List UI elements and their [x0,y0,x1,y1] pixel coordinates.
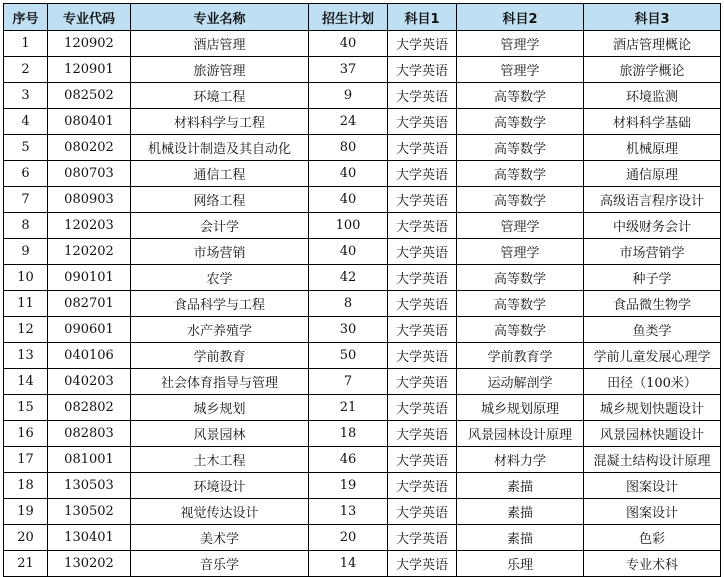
cell-subject-3: 酒店管理概论 [584,31,721,57]
cell-major-code: 090601 [48,317,131,343]
table-body [4,31,721,577]
cell-major-name: 机械设计制造及其自动化 [131,135,309,161]
cell-index: 20 [4,525,48,551]
cell-subject-1: 大学英语 [388,343,457,369]
cell-index: 7 [4,187,48,213]
cell-index: 18 [4,473,48,499]
table-row [4,473,721,499]
cell-major-name: 美术学 [131,525,309,551]
cell-major-name: 旅游管理 [131,57,309,83]
table-row [4,57,721,83]
cell-enrollment-plan: 14 [309,551,388,577]
cell-enrollment-plan: 18 [309,421,388,447]
cell-subject-3: 田径（100米） [584,369,721,395]
cell-subject-2: 管理学 [457,31,584,57]
cell-subject-1: 大学英语 [388,369,457,395]
cell-subject-1: 大学英语 [388,473,457,499]
cell-index: 1 [4,31,48,57]
enrollment-table [3,3,721,577]
cell-index: 21 [4,551,48,577]
header-enrollment-plan: 招生计划 [309,4,388,31]
cell-subject-1: 大学英语 [388,525,457,551]
cell-subject-1: 大学英语 [388,499,457,525]
cell-subject-2: 城乡规划原理 [457,395,584,421]
cell-subject-2: 高等数学 [457,187,584,213]
cell-index: 6 [4,161,48,187]
cell-major-name: 食品科学与工程 [131,291,309,317]
cell-major-name: 网络工程 [131,187,309,213]
cell-major-name: 环境设计 [131,473,309,499]
table-row [4,395,721,421]
cell-subject-3: 图案设计 [584,499,721,525]
cell-enrollment-plan: 9 [309,83,388,109]
cell-major-code: 120203 [48,213,131,239]
cell-major-name: 环境工程 [131,83,309,109]
table-row [4,109,721,135]
cell-subject-2: 材料力学 [457,447,584,473]
cell-enrollment-plan: 13 [309,499,388,525]
cell-index: 13 [4,343,48,369]
cell-subject-2: 管理学 [457,57,584,83]
cell-subject-3: 城乡规划快题设计 [584,395,721,421]
table-row [4,265,721,291]
cell-enrollment-plan: 19 [309,473,388,499]
cell-subject-3: 环境监测 [584,83,721,109]
table-row [4,317,721,343]
cell-subject-1: 大学英语 [388,395,457,421]
cell-enrollment-plan: 46 [309,447,388,473]
cell-major-code: 080703 [48,161,131,187]
cell-major-code: 120202 [48,239,131,265]
cell-subject-3: 图案设计 [584,473,721,499]
cell-subject-2: 高等数学 [457,161,584,187]
cell-major-code: 120901 [48,57,131,83]
cell-subject-2: 乐理 [457,551,584,577]
cell-index: 3 [4,83,48,109]
cell-subject-1: 大学英语 [388,135,457,161]
cell-subject-3: 材料科学基础 [584,109,721,135]
cell-enrollment-plan: 40 [309,161,388,187]
cell-index: 14 [4,369,48,395]
cell-enrollment-plan: 37 [309,57,388,83]
cell-major-name: 会计学 [131,213,309,239]
cell-major-code: 040106 [48,343,131,369]
cell-subject-3: 旅游学概论 [584,57,721,83]
table-header-row [4,4,721,31]
table-row [4,239,721,265]
cell-enrollment-plan: 40 [309,31,388,57]
cell-index: 16 [4,421,48,447]
table-row [4,369,721,395]
cell-subject-1: 大学英语 [388,57,457,83]
cell-major-code: 120902 [48,31,131,57]
header-subject-2: 科目2 [457,4,584,31]
table-row [4,213,721,239]
cell-subject-1: 大学英语 [388,109,457,135]
cell-index: 9 [4,239,48,265]
cell-index: 17 [4,447,48,473]
cell-subject-1: 大学英语 [388,421,457,447]
cell-subject-2: 高等数学 [457,291,584,317]
cell-subject-3: 混凝土结构设计原理 [584,447,721,473]
cell-index: 19 [4,499,48,525]
header-major-code: 专业代码 [48,4,131,31]
table-row [4,187,721,213]
cell-major-name: 市场营销 [131,239,309,265]
cell-enrollment-plan: 100 [309,213,388,239]
cell-subject-1: 大学英语 [388,213,457,239]
cell-subject-1: 大学英语 [388,291,457,317]
cell-enrollment-plan: 24 [309,109,388,135]
cell-subject-1: 大学英语 [388,31,457,57]
cell-major-code: 130401 [48,525,131,551]
cell-subject-2: 运动解剖学 [457,369,584,395]
cell-enrollment-plan: 7 [309,369,388,395]
cell-subject-1: 大学英语 [388,551,457,577]
cell-subject-1: 大学英语 [388,83,457,109]
cell-subject-1: 大学英语 [388,187,457,213]
cell-subject-2: 素描 [457,473,584,499]
cell-major-code: 130502 [48,499,131,525]
cell-major-name: 通信工程 [131,161,309,187]
cell-index: 4 [4,109,48,135]
cell-subject-3: 高级语言程序设计 [584,187,721,213]
cell-major-code: 082502 [48,83,131,109]
cell-subject-1: 大学英语 [388,447,457,473]
cell-index: 8 [4,213,48,239]
table-row [4,551,721,577]
cell-major-name: 土木工程 [131,447,309,473]
cell-enrollment-plan: 42 [309,265,388,291]
table-row [4,161,721,187]
header-subject-3: 科目3 [584,4,721,31]
table-row [4,291,721,317]
cell-subject-2: 高等数学 [457,83,584,109]
cell-subject-3: 通信原理 [584,161,721,187]
cell-major-name: 视觉传达设计 [131,499,309,525]
cell-enrollment-plan: 20 [309,525,388,551]
table-row [4,447,721,473]
cell-major-name: 农学 [131,265,309,291]
table-row [4,135,721,161]
cell-subject-2: 高等数学 [457,317,584,343]
cell-enrollment-plan: 50 [309,343,388,369]
cell-enrollment-plan: 30 [309,317,388,343]
cell-index: 11 [4,291,48,317]
cell-subject-3: 鱼类学 [584,317,721,343]
cell-major-code: 090101 [48,265,131,291]
cell-subject-2: 管理学 [457,213,584,239]
table-row [4,83,721,109]
cell-major-code: 130202 [48,551,131,577]
cell-major-name: 风景园林 [131,421,309,447]
header-index: 序号 [4,4,48,31]
cell-subject-2: 素描 [457,525,584,551]
cell-subject-2: 学前教育学 [457,343,584,369]
cell-index: 10 [4,265,48,291]
cell-major-name: 材料科学与工程 [131,109,309,135]
cell-enrollment-plan: 80 [309,135,388,161]
cell-enrollment-plan: 21 [309,395,388,421]
cell-major-name: 音乐学 [131,551,309,577]
cell-subject-2: 高等数学 [457,265,584,291]
cell-enrollment-plan: 40 [309,239,388,265]
cell-major-code: 080202 [48,135,131,161]
cell-enrollment-plan: 40 [309,187,388,213]
cell-subject-1: 大学英语 [388,161,457,187]
cell-subject-3: 学前儿童发展心理学 [584,343,721,369]
cell-major-name: 学前教育 [131,343,309,369]
cell-major-code: 080903 [48,187,131,213]
table-row [4,31,721,57]
cell-major-code: 082802 [48,395,131,421]
cell-enrollment-plan: 8 [309,291,388,317]
cell-major-code: 082701 [48,291,131,317]
cell-major-name: 城乡规划 [131,395,309,421]
cell-major-name: 水产养殖学 [131,317,309,343]
table-row [4,499,721,525]
header-subject-1: 科目1 [388,4,457,31]
cell-subject-3: 食品微生物学 [584,291,721,317]
cell-subject-3: 专业术科 [584,551,721,577]
cell-subject-1: 大学英语 [388,239,457,265]
table-row [4,343,721,369]
cell-major-name: 酒店管理 [131,31,309,57]
cell-major-code: 081001 [48,447,131,473]
cell-subject-3: 市场营销学 [584,239,721,265]
cell-subject-2: 管理学 [457,239,584,265]
cell-subject-3: 风景园林快题设计 [584,421,721,447]
cell-major-code: 080401 [48,109,131,135]
cell-index: 15 [4,395,48,421]
table-row [4,525,721,551]
cell-subject-2: 高等数学 [457,109,584,135]
table-row [4,421,721,447]
cell-major-code: 082803 [48,421,131,447]
cell-subject-1: 大学英语 [388,265,457,291]
cell-subject-2: 风景园林设计原理 [457,421,584,447]
cell-subject-3: 色彩 [584,525,721,551]
cell-major-name: 社会体育指导与管理 [131,369,309,395]
cell-subject-2: 素描 [457,499,584,525]
cell-index: 5 [4,135,48,161]
cell-subject-3: 机械原理 [584,135,721,161]
cell-subject-2: 高等数学 [457,135,584,161]
cell-major-code: 040203 [48,369,131,395]
cell-subject-1: 大学英语 [388,317,457,343]
cell-subject-3: 中级财务会计 [584,213,721,239]
cell-major-code: 130503 [48,473,131,499]
cell-subject-3: 种子学 [584,265,721,291]
header-major-name: 专业名称 [131,4,309,31]
cell-index: 2 [4,57,48,83]
cell-index: 12 [4,317,48,343]
